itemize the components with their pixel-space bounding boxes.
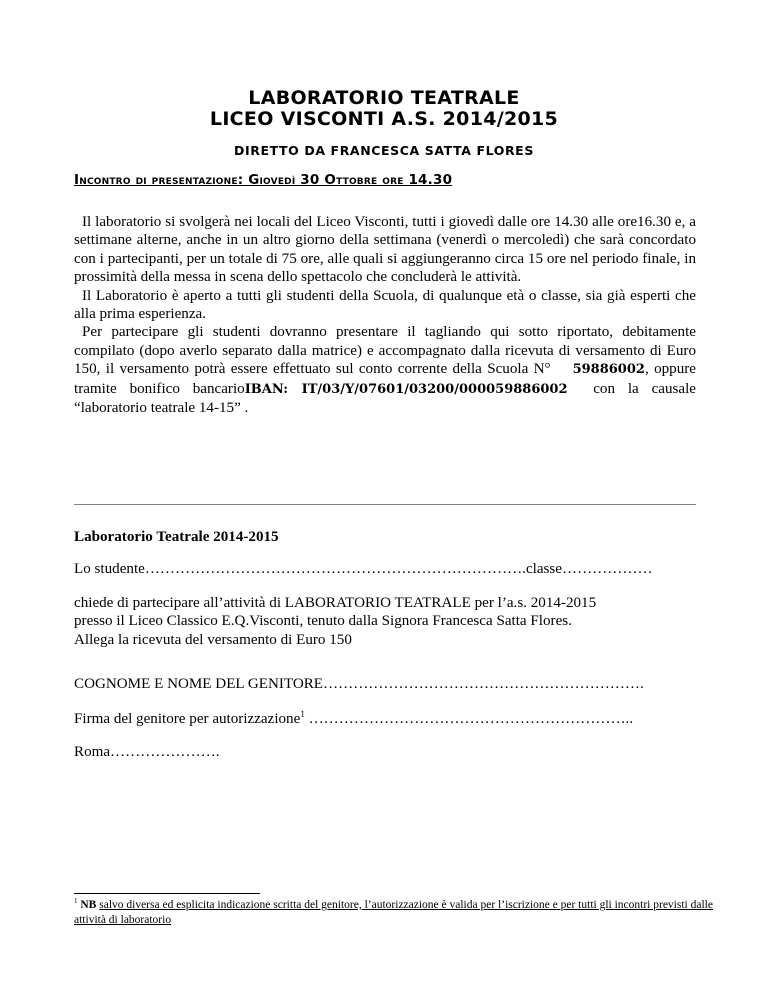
student-field: Lo studente………………………………………………………………….classe………………: [74, 561, 653, 577]
parent-signature-field: [74, 710, 714, 728]
request-text: [74, 594, 714, 649]
description-body: [74, 213, 696, 417]
request-line-1: chiede di partecipare all’attività di LABORATORIO TEATRALE per l’a.s. 2014-2015: [74, 595, 597, 611]
payment-text-2: , oppure tramite bonifico bancario: [74, 361, 696, 397]
footnote-nb: NB: [80, 899, 97, 911]
paragraph-open-to-all: Il Laboratorio è aperto a tutti gli studenti della Scuola, di qualunque età o classe, sia già esperti che alla prima esperienza.: [74, 287, 696, 323]
footnote: [74, 898, 714, 928]
iban: IBAN: IT/03/Y/07601/03200/000059886002: [244, 381, 568, 397]
footnote-mark: 1: [74, 897, 78, 906]
form-title: Laboratorio Teatrale 2014-2015: [74, 529, 279, 545]
footnote-separator: [74, 893, 260, 894]
request-line-2: presso il Liceo Classico E.Q.Visconti, tenuto dalla Signora Francesca Satta Flores.: [74, 613, 572, 630]
footnote-text: salvo diversa ed esplicita indicazione scritta del genitore, l’autorizzazione è valida per l’iscrizione e per tutti gli incontri previsti dalle attività di laboratorio: [74, 899, 713, 926]
request-line-3: Allega la ricevuta del versamento di Euro 150: [74, 631, 352, 648]
account-number: 59886002: [572, 362, 645, 378]
payment-causale: con la causale “laboratorio teatrale 14-15” .: [74, 380, 696, 417]
document-title: LABORATORIO TEATRALE: [248, 87, 520, 109]
parent-name-field: COGNOME E NOME DEL GENITORE……………………………………………………….: [74, 676, 644, 692]
cut-divider: [74, 504, 696, 505]
document-subtitle: LICEO VISCONTI A.S. 2014/2015: [209, 108, 559, 130]
place-date-field: Roma………………….: [74, 744, 220, 760]
footnote-ref: 1: [300, 708, 305, 719]
payment-text: Per partecipare gli studenti dovranno presentare il tagliando qui sotto riportato, debitamente compilato (dopo averlo separato dalla matrice) e accompagnato dalla ricevuta di versamento di Euro 150, il versamento potrà essere effettuato sul conto corrente della Scuola N°: [74, 324, 696, 378]
paragraph-payment: [74, 323, 696, 417]
director-line: DIRETTO DA FRANCESCA SATTA FLORES: [234, 143, 534, 158]
signature-dots: ………………………………………………………..: [304, 711, 634, 727]
presentation-meeting: Incontro di presentazione: Giovedì 30 Ottobre ore 14.30: [74, 172, 453, 188]
paragraph-schedule: Il laboratorio si svolgerà nei locali del Liceo Visconti, tutti i giovedì dalle ore 14.30 alle ore16.30 e, a settimane alterne, anche in un altro giorno della settimana (venerdì o mercoledì) che sarà concordato con i partecipanti, per un totale di 75 ore, alle quali si aggiungeranno circa 15 ore nel periodo finale, in prossimità della messa in scena dello spettacolo che concluderà le attività.: [74, 214, 696, 286]
signature-label: Firma del genitore per autorizzazione: [74, 711, 301, 727]
